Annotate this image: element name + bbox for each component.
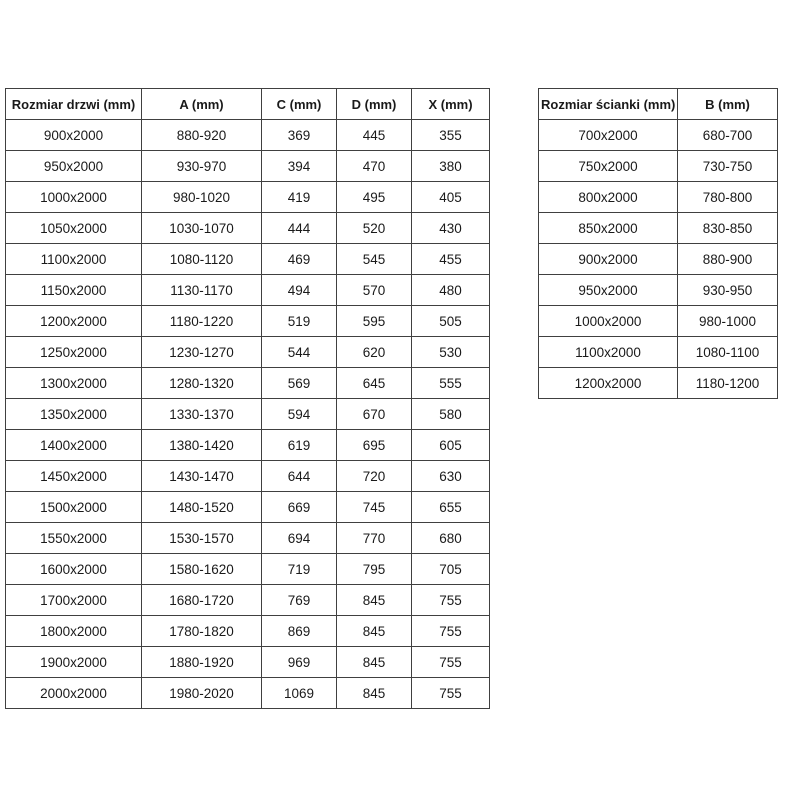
table-cell: 1050x2000	[6, 213, 142, 244]
table-cell: 1000x2000	[539, 306, 678, 337]
table-cell: 1400x2000	[6, 430, 142, 461]
table-cell: 750x2000	[539, 151, 678, 182]
table-row	[539, 306, 778, 337]
table-cell: 700x2000	[539, 120, 678, 151]
table-row	[6, 492, 490, 523]
table-cell: 369	[262, 120, 337, 151]
table-cell: 619	[262, 430, 337, 461]
table-cell: 745	[337, 492, 412, 523]
table-row	[539, 182, 778, 213]
table-cell: 1880-1920	[142, 647, 262, 678]
table-cell: 694	[262, 523, 337, 554]
table-cell: 1900x2000	[6, 647, 142, 678]
table-cell: 1330-1370	[142, 399, 262, 430]
table-row	[6, 213, 490, 244]
table-cell: 1350x2000	[6, 399, 142, 430]
table-cell: 1600x2000	[6, 554, 142, 585]
table-cell: 530	[412, 337, 490, 368]
table-cell: 505	[412, 306, 490, 337]
table-cell: 630	[412, 461, 490, 492]
walls-table-header-row	[539, 89, 778, 120]
table-row	[539, 120, 778, 151]
table-row	[6, 182, 490, 213]
table-cell: 880-900	[678, 244, 778, 275]
table-row	[539, 337, 778, 368]
table-cell: 469	[262, 244, 337, 275]
table-cell: 930-970	[142, 151, 262, 182]
table-cell: 769	[262, 585, 337, 616]
table-cell: 1580-1620	[142, 554, 262, 585]
table-cell: 755	[412, 647, 490, 678]
table-cell: 480	[412, 275, 490, 306]
table-row	[6, 244, 490, 275]
column-header-x: X (mm)	[412, 89, 490, 120]
table-cell: 1300x2000	[6, 368, 142, 399]
table-cell: 430	[412, 213, 490, 244]
table-cell: 1030-1070	[142, 213, 262, 244]
table-cell: 470	[337, 151, 412, 182]
table-cell: 1080-1120	[142, 244, 262, 275]
table-cell: 1200x2000	[6, 306, 142, 337]
column-header-d: D (mm)	[337, 89, 412, 120]
table-cell: 570	[337, 275, 412, 306]
table-row	[539, 368, 778, 399]
table-cell: 394	[262, 151, 337, 182]
table-cell: 770	[337, 523, 412, 554]
table-cell: 1069	[262, 678, 337, 709]
column-header-c: C (mm)	[262, 89, 337, 120]
table-cell: 545	[337, 244, 412, 275]
table-cell: 730-750	[678, 151, 778, 182]
table-cell: 1980-2020	[142, 678, 262, 709]
doors-table-header-row	[6, 89, 490, 120]
table-cell: 444	[262, 213, 337, 244]
table-cell: 605	[412, 430, 490, 461]
table-cell: 880-920	[142, 120, 262, 151]
table-cell: 705	[412, 554, 490, 585]
table-cell: 845	[337, 678, 412, 709]
table-cell: 980-1020	[142, 182, 262, 213]
table-cell: 1100x2000	[539, 337, 678, 368]
table-row	[539, 213, 778, 244]
table-row	[6, 678, 490, 709]
table-row	[6, 585, 490, 616]
table-cell: 645	[337, 368, 412, 399]
table-row	[6, 523, 490, 554]
table-cell: 845	[337, 647, 412, 678]
table-row	[6, 399, 490, 430]
table-cell: 644	[262, 461, 337, 492]
table-cell: 1250x2000	[6, 337, 142, 368]
table-cell: 1550x2000	[6, 523, 142, 554]
table-cell: 519	[262, 306, 337, 337]
table-cell: 670	[337, 399, 412, 430]
column-header-wall-size: Rozmiar ścianki (mm)	[539, 89, 678, 120]
table-cell: 2000x2000	[6, 678, 142, 709]
table-cell: 1180-1220	[142, 306, 262, 337]
column-header-door-size: Rozmiar drzwi (mm)	[6, 89, 142, 120]
table-cell: 620	[337, 337, 412, 368]
table-cell: 900x2000	[539, 244, 678, 275]
table-cell: 1480-1520	[142, 492, 262, 523]
table-cell: 405	[412, 182, 490, 213]
table-row	[6, 151, 490, 182]
table-cell: 1000x2000	[6, 182, 142, 213]
table-cell: 1280-1320	[142, 368, 262, 399]
table-cell: 1680-1720	[142, 585, 262, 616]
table-cell: 719	[262, 554, 337, 585]
table-cell: 380	[412, 151, 490, 182]
table-cell: 520	[337, 213, 412, 244]
table-cell: 1530-1570	[142, 523, 262, 554]
table-row	[6, 461, 490, 492]
table-cell: 569	[262, 368, 337, 399]
table-row	[6, 120, 490, 151]
table-cell: 455	[412, 244, 490, 275]
table-cell: 980-1000	[678, 306, 778, 337]
table-cell: 1150x2000	[6, 275, 142, 306]
column-header-b: B (mm)	[678, 89, 778, 120]
table-cell: 1080-1100	[678, 337, 778, 368]
table-row	[6, 275, 490, 306]
table-cell: 950x2000	[6, 151, 142, 182]
table-row	[539, 151, 778, 182]
table-cell: 1230-1270	[142, 337, 262, 368]
table-cell: 900x2000	[6, 120, 142, 151]
table-cell: 950x2000	[539, 275, 678, 306]
table-cell: 795	[337, 554, 412, 585]
table-cell: 869	[262, 616, 337, 647]
table-row	[6, 368, 490, 399]
table-cell: 1780-1820	[142, 616, 262, 647]
table-cell: 1100x2000	[6, 244, 142, 275]
table-cell: 419	[262, 182, 337, 213]
column-header-a: A (mm)	[142, 89, 262, 120]
table-cell: 720	[337, 461, 412, 492]
table-row	[539, 275, 778, 306]
table-cell: 355	[412, 120, 490, 151]
table-cell: 680	[412, 523, 490, 554]
table-cell: 495	[337, 182, 412, 213]
table-cell: 780-800	[678, 182, 778, 213]
table-cell: 755	[412, 585, 490, 616]
table-cell: 655	[412, 492, 490, 523]
table-cell: 845	[337, 585, 412, 616]
table-cell: 800x2000	[539, 182, 678, 213]
walls-dimensions-table	[538, 88, 778, 399]
table-cell: 695	[337, 430, 412, 461]
table-cell: 1180-1200	[678, 368, 778, 399]
table-cell: 1380-1420	[142, 430, 262, 461]
table-cell: 850x2000	[539, 213, 678, 244]
table-cell: 1500x2000	[6, 492, 142, 523]
table-cell: 1430-1470	[142, 461, 262, 492]
table-cell: 544	[262, 337, 337, 368]
table-row	[6, 430, 490, 461]
table-cell: 669	[262, 492, 337, 523]
table-cell: 1700x2000	[6, 585, 142, 616]
table-cell: 594	[262, 399, 337, 430]
table-cell: 494	[262, 275, 337, 306]
table-cell: 1130-1170	[142, 275, 262, 306]
table-cell: 555	[412, 368, 490, 399]
table-cell: 1450x2000	[6, 461, 142, 492]
table-cell: 1200x2000	[539, 368, 678, 399]
table-cell: 930-950	[678, 275, 778, 306]
table-row	[6, 337, 490, 368]
table-row	[539, 244, 778, 275]
table-cell: 580	[412, 399, 490, 430]
table-row	[6, 616, 490, 647]
table-row	[6, 554, 490, 585]
table-cell: 755	[412, 678, 490, 709]
table-cell: 445	[337, 120, 412, 151]
table-cell: 680-700	[678, 120, 778, 151]
table-cell: 845	[337, 616, 412, 647]
table-cell: 830-850	[678, 213, 778, 244]
table-cell: 755	[412, 616, 490, 647]
table-cell: 969	[262, 647, 337, 678]
table-row	[6, 647, 490, 678]
table-cell: 595	[337, 306, 412, 337]
table-row	[6, 306, 490, 337]
doors-dimensions-table	[5, 88, 490, 709]
table-cell: 1800x2000	[6, 616, 142, 647]
